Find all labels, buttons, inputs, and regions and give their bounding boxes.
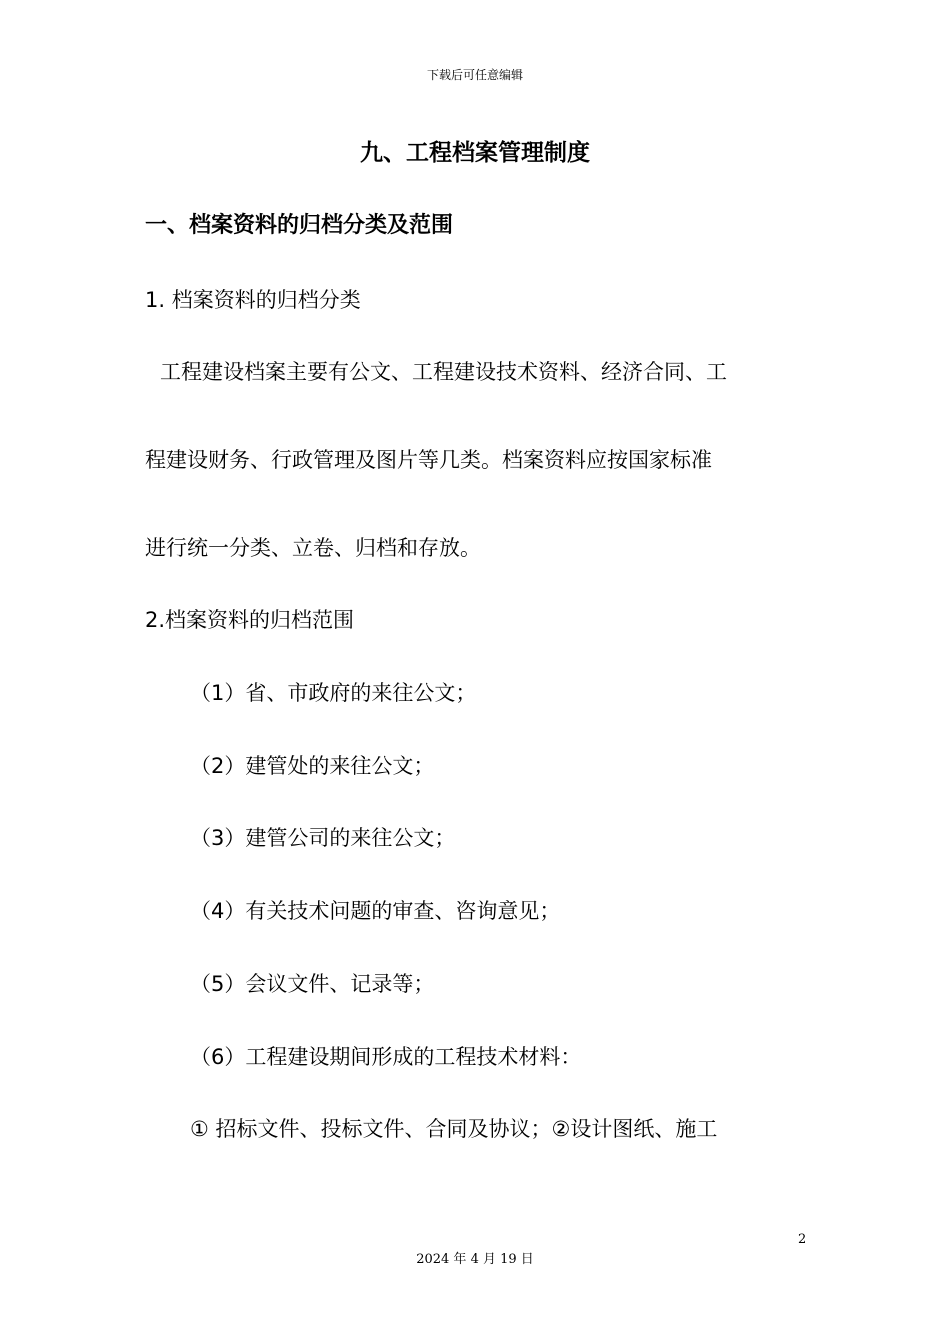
document-title: 九、工程档案管理制度 [360, 140, 590, 166]
subsection-heading-1: 1. 档案资料的归档分类 [145, 288, 361, 312]
sub-items-line: ① 招标文件、投标文件、合同及协议；②设计图纸、施工 [190, 1117, 718, 1141]
section-heading: 一、档案资料的归档分类及范围 [145, 213, 454, 238]
list-item: （3）建管公司的来往公文； [190, 826, 456, 850]
list-item: （1）省、市政府的来往公文； [190, 681, 477, 705]
subsection-heading-2: 2.档案资料的归档范围 [145, 608, 355, 632]
list-item: （6）工程建设期间形成的工程技术材料： [190, 1045, 582, 1069]
list-item: （5）会议文件、记录等； [190, 972, 435, 996]
page-header-note: 下载后可任意编辑 [426, 68, 523, 82]
list-item: （2）建管处的来往公文； [190, 754, 435, 778]
paragraph-line: 工程建设档案主要有公文、工程建设技术资料、经济合同、工 [160, 360, 727, 384]
paragraph-line: 进行统一分类、立卷、归档和存放。 [145, 536, 481, 560]
page-number: 2 [798, 1232, 807, 1247]
paragraph-line: 程建设财务、行政管理及图片等几类。档案资料应按国家标准 [145, 448, 712, 472]
footer-date: 2024 年 4 月 19 日 [416, 1252, 534, 1267]
list-item: （4）有关技术问题的审查、咨询意见； [190, 899, 561, 923]
